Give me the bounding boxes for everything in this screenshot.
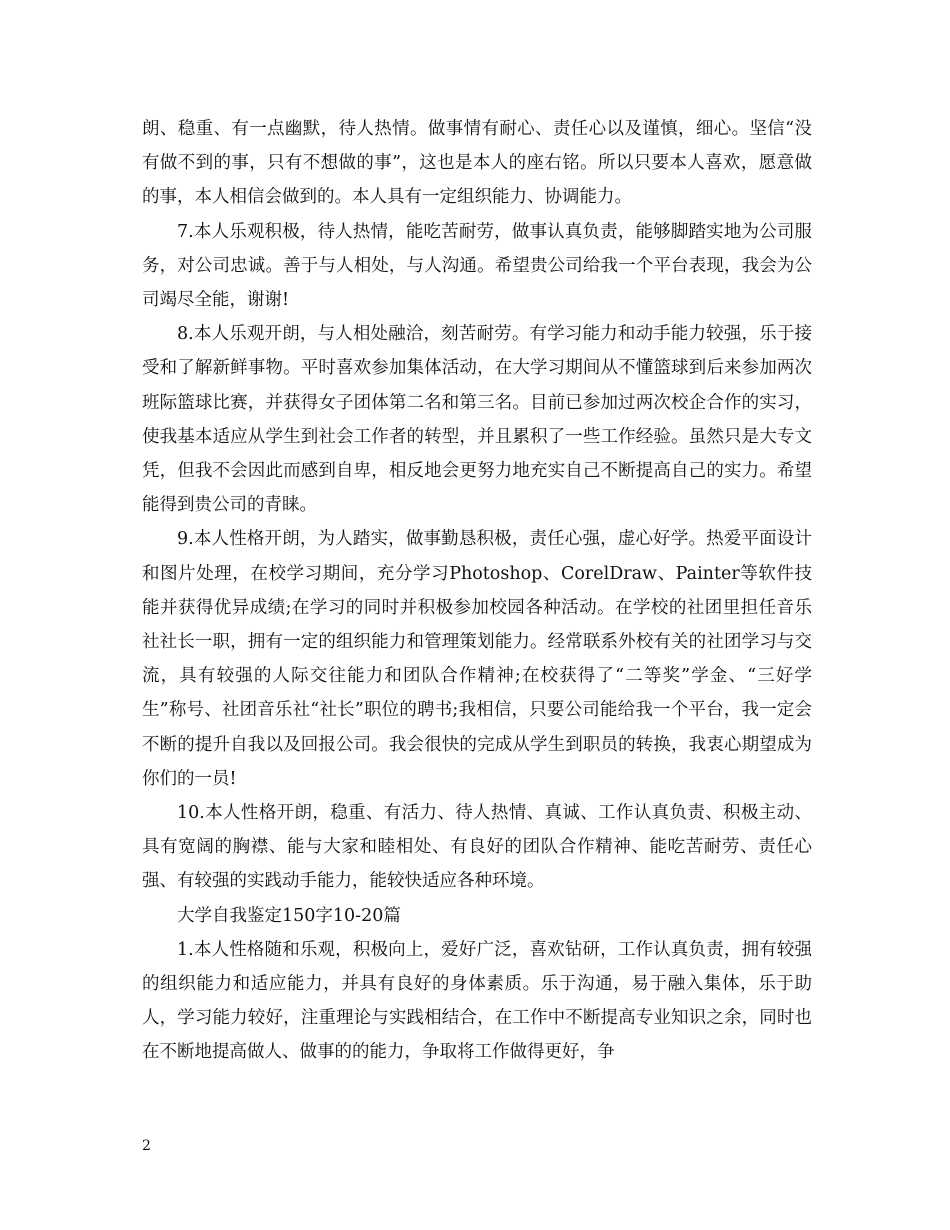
paragraph-item-7: 7.本人乐观积极，待人热情，能吃苦耐劳，做事认真负责，能够脚踏实地为公司服务，对公司忠诚。善于与人相处，与人沟通。希望贵公司给我一个平台表现，我会为公司竭尽全能，谢谢!	[142, 221, 812, 311]
page-body	[142, 112, 812, 1070]
paragraph-item-8: 8.本人乐观开朗，与人相处融洽，刻苦耐劳。有学习能力和动手能力较强，乐于接受和了解新鲜事物。平时喜欢参加集体活动，在大学习期间从不懂篮球到后来参加两次班际篮球比赛，并获得女子团体第二名和第三名。目前已参加过两次校企合作的实习，使我基本适应从学生到社会工作者的转型，并且累积了一些工作经验。虽然只是大专文凭，但我不会因此而感到自卑，相反地会更努力地充实自己不断提高自己的实力。希望能得到贵公司的青睐。	[142, 324, 812, 516]
paragraph-continuation: 朗、稳重、有一点幽默，待人热情。做事情有耐心、责任心以及谨慎，细心。坚信“没有做不到的事，只有不想做的事”，这也是本人的座右铭。所以只要本人喜欢，愿意做的事，本人相信会做到的。本人具有一定组织能力、协调能力。	[142, 119, 812, 208]
paragraph-item-1: 1.本人性格随和乐观，积极向上，爱好广泛，喜欢钻研，工作认真负责，拥有较强的组织能力和适应能力，并具有良好的身体素质。乐于沟通，易于融入集体，乐于助人，学习能力较好，注重理论与实践相结合，在工作中不断提高专业知识之余，同时也在不断地提高做人、做事的的能力，争取将工作做得更好，争	[142, 939, 812, 1063]
paragraph-item-9: 9.本人性格开朗，为人踏实，做事勤恳积极，责任心强，虚心好学。热爱平面设计和图片处理，在校学习期间，充分学习Photoshop、CorelDraw、Painter等软件技能并获得优异成绩;在学习的同时并积极参加校园各种活动。在学校的社团里担任音乐社社长一职，拥有一定的组织能力和管理策划能力。经常联系外校有关的社团学习与交流，具有较强的人际交往能力和团队合作精神;在校获得了“二等奖”学金、“三好学生”称号、社团音乐社“社长”职位的聘书;我相信，只要公司能给我一个平台，我一定会不断的提升自我以及回报公司。我会很快的完成从学生到职员的转换，我衷心期望成为你们的一员!	[142, 529, 812, 789]
paragraph-item-10: 10.本人性格开朗，稳重、有活力、待人热情、真诚、工作认真负责、积极主动、具有宽阔的胸襟、能与大家和睦相处、有良好的团队合作精神、能吃苦耐劳、责任心强、有较强的实践动手能力，能较快适应各种环境。	[142, 803, 812, 892]
page-number: 2	[142, 1138, 151, 1154]
section-heading: 大学自我鉴定150字10-20篇	[177, 905, 401, 926]
